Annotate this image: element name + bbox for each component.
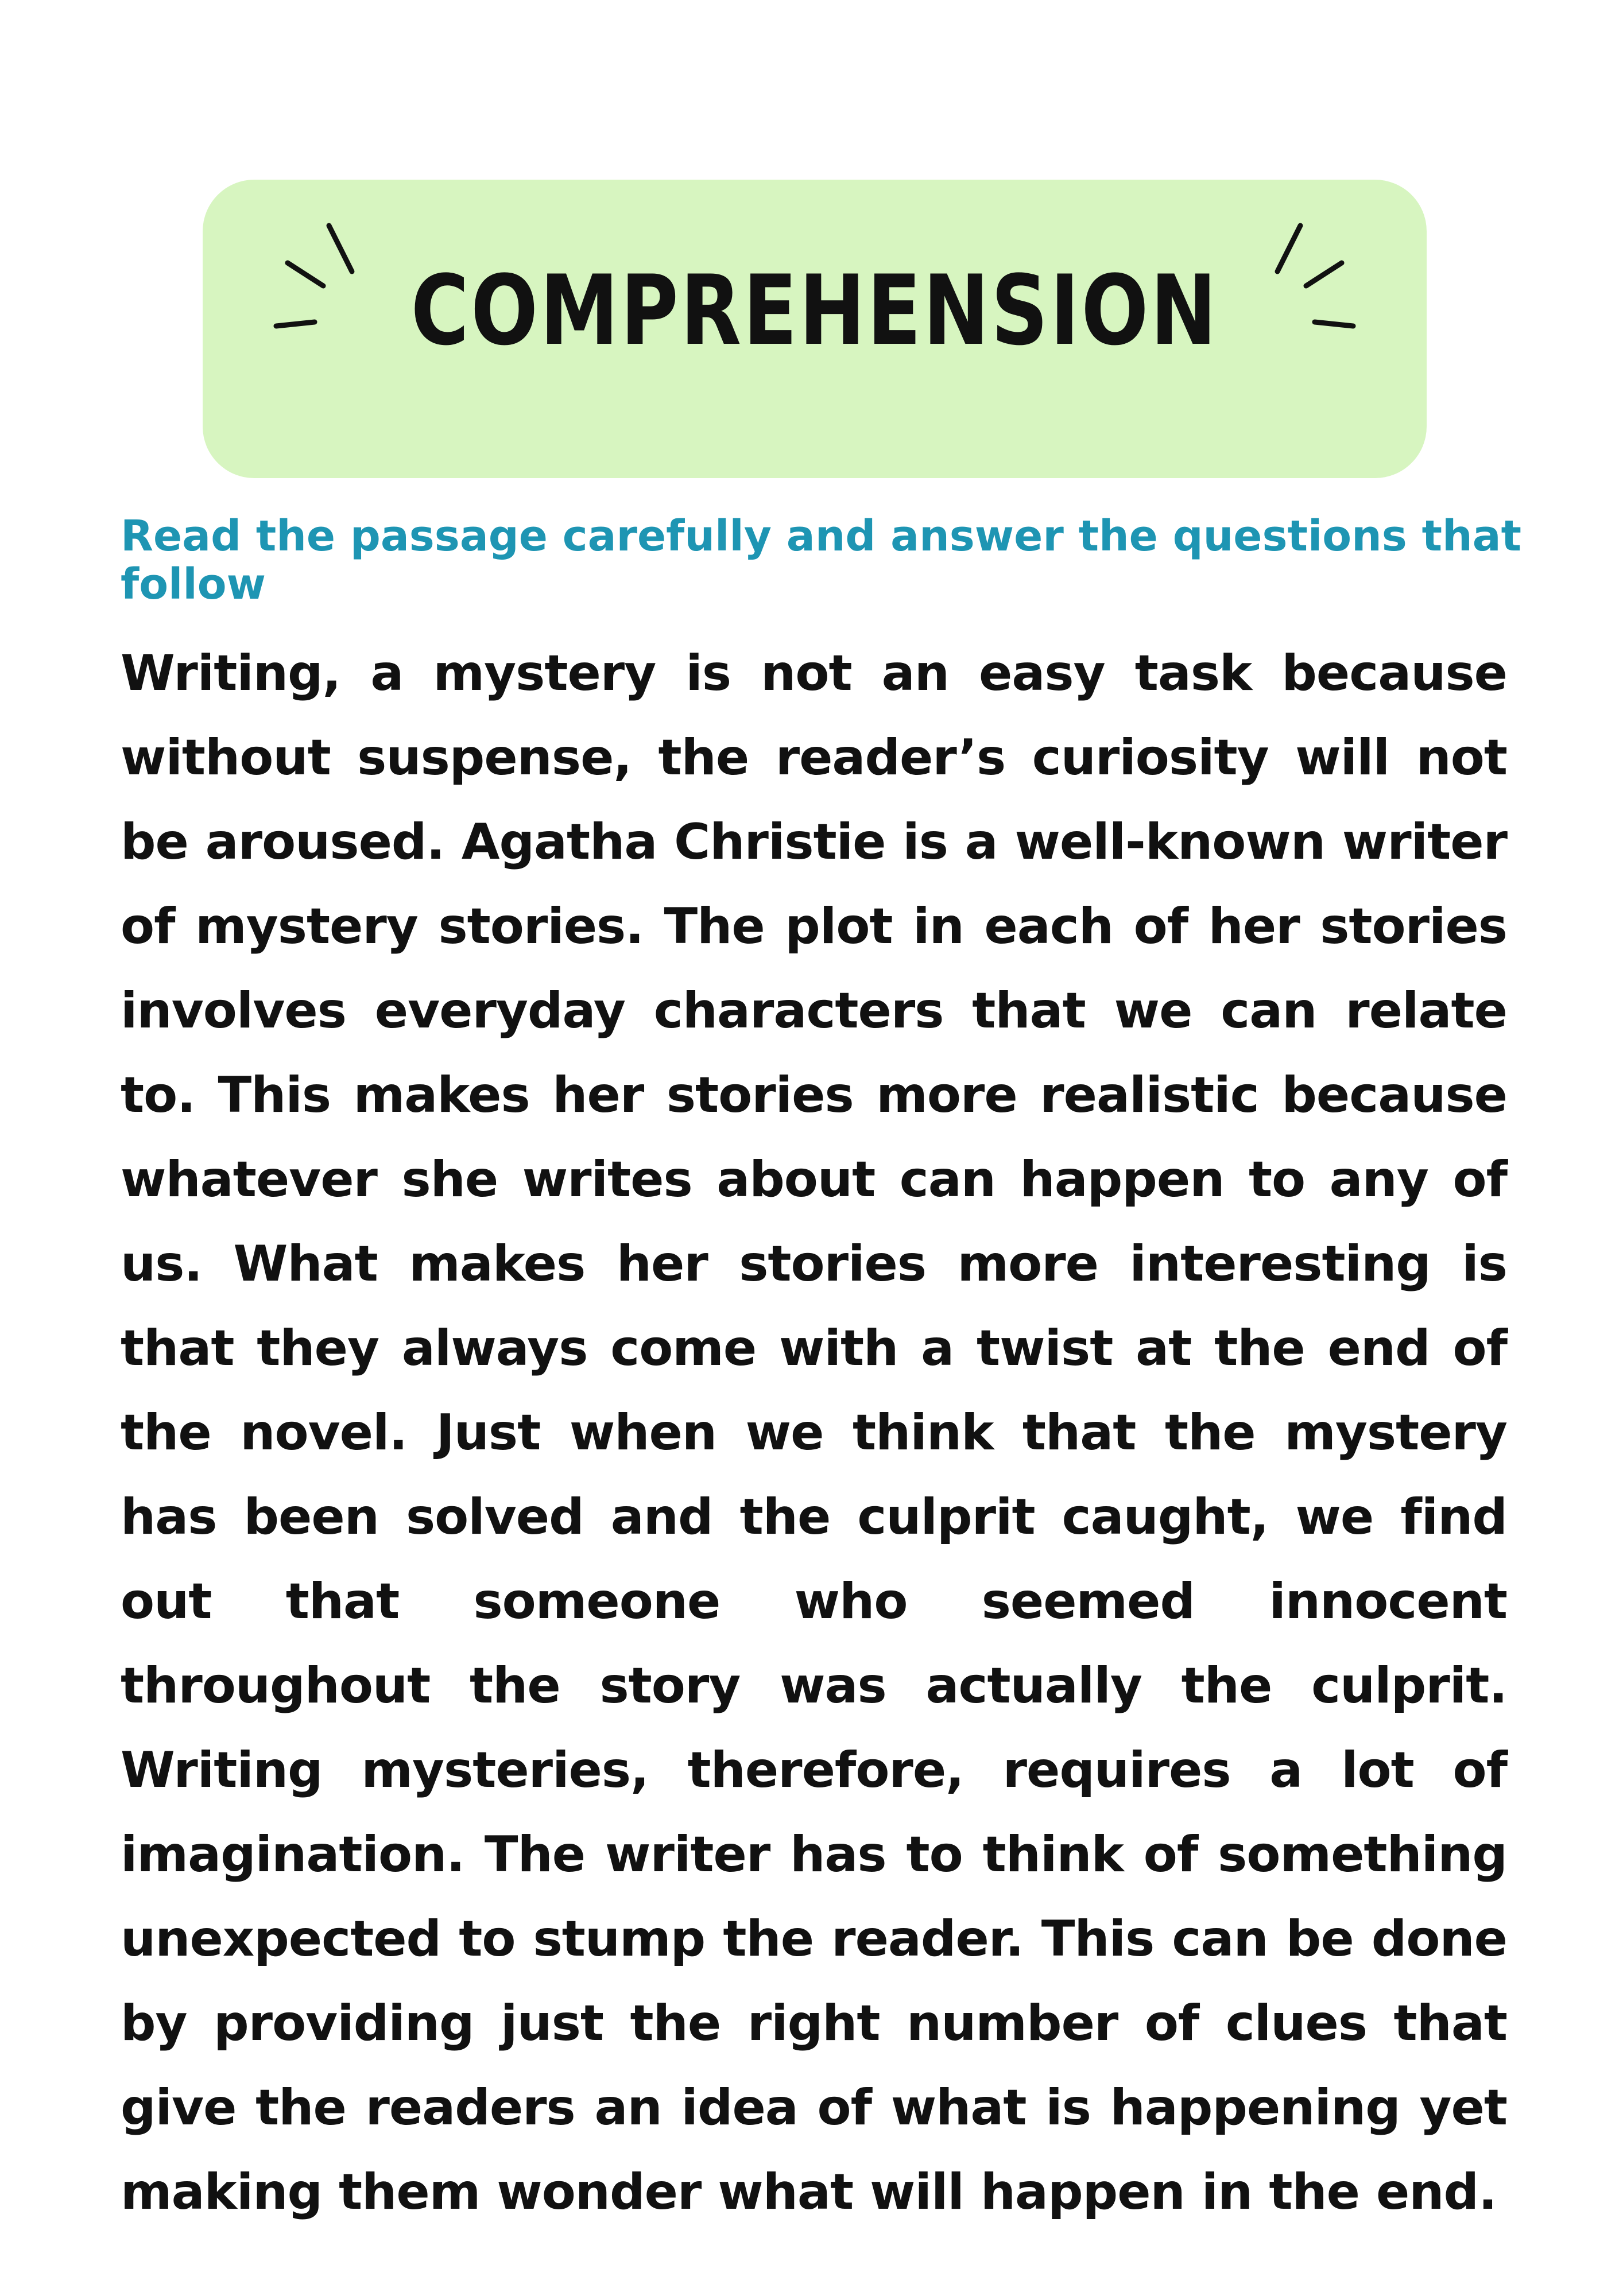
title-banner	[203, 180, 1427, 478]
page-title: COMPREHENSION	[410, 254, 1219, 367]
instruction-text: Read the passage carefully and answer the questions that follow	[121, 511, 1521, 609]
decorative-rays-right-icon	[1254, 203, 1369, 329]
passage-text: Writing, a mystery is not an easy task because without suspense, the reader’s curiosity will not be aroused. Agatha Christie is a well-known writer of mystery stories. The plot in each of her stories involves everyday characters that we can relate to. This makes her stories more realistic because whatever she writes about can happen to any of us. What makes her stories more interesting is that they always come with a twist at the end of the novel. Just when we think that the mystery has been solved and the culprit caught, we find out that someone who seemed innocent throughout the story was actually the culprit. Writing mysteries, therefore, requires a lot of imagination. The writer has to think of something unexpected to stump the reader. This can be done by providing just the right number of clues that give the readers an idea of what is happening yet making them wonder what will happen in the end.	[121, 645, 1507, 2221]
